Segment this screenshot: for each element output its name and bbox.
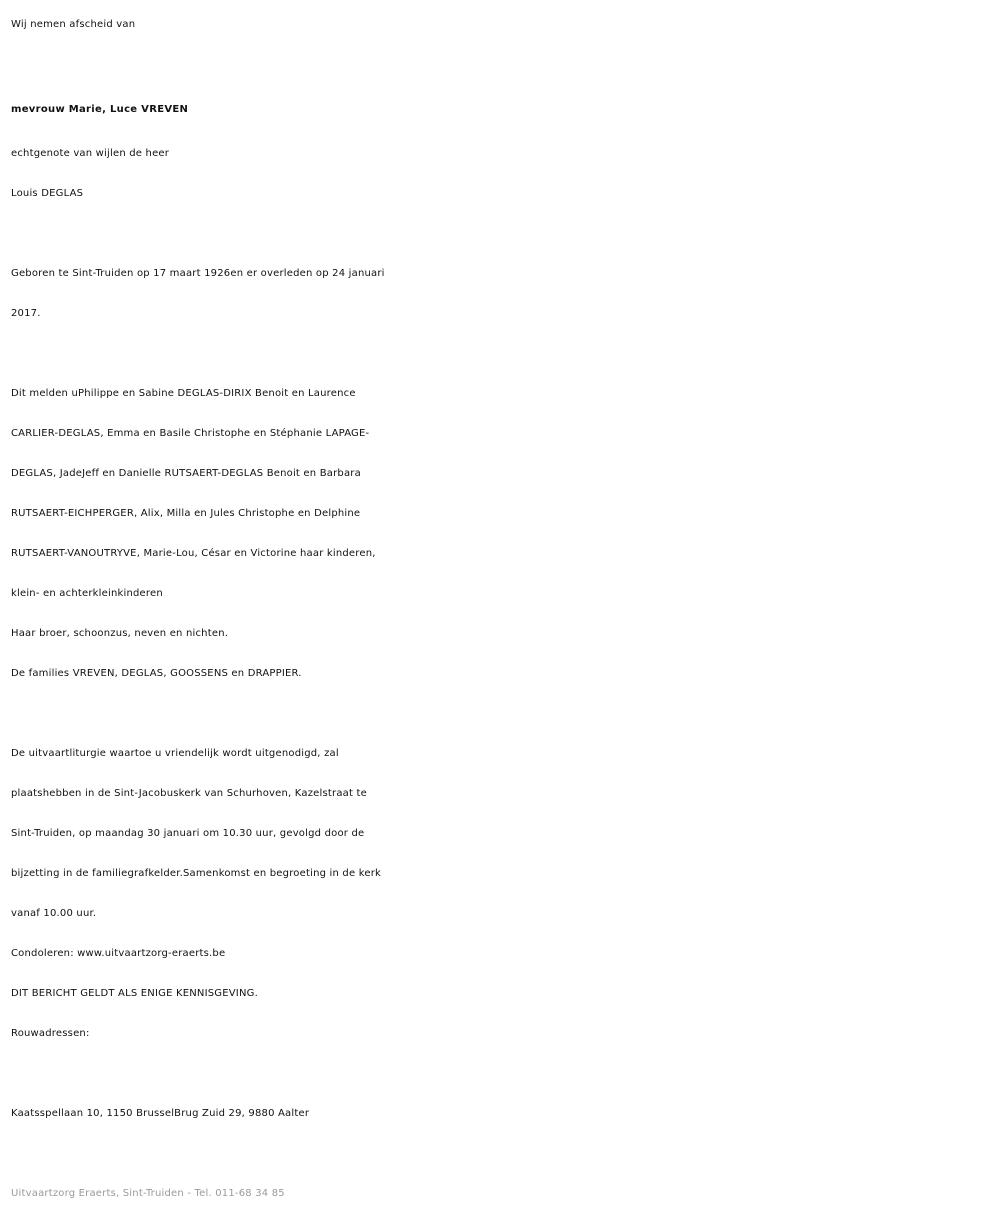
- family-line: klein- en achterkleinkinderen: [11, 588, 163, 599]
- funeral-line: De uitvaartliturgie waartoe u vriendelijk wordt uitgenodigd, zal: [11, 748, 339, 759]
- funeral-line: plaatshebben in de Sint-Jacobuskerk van Schurhoven, Kazelstraat te: [11, 788, 367, 799]
- family-line: De families VREVEN, DEGLAS, GOOSSENS en DRAPPIER.: [11, 668, 302, 679]
- funeral-line: bijzetting in de familiegrafkelder.Samenkomst en begroeting in de kerk: [11, 868, 382, 879]
- spacer: [11, 1054, 991, 1094]
- spacer: [11, 334, 991, 374]
- family-line: RUTSAERT-VANOUTRYVE, Marie-Lou, César en Victorine haar kinderen,: [11, 548, 376, 559]
- birth-death-line: Geboren te Sint-Truiden op 17 maart 1926en er overleden op 24 januari: [11, 268, 385, 279]
- death-notice: [11, 0, 991, 1214]
- addresses-heading: Rouwadressen:: [11, 1028, 90, 1039]
- family-line: Haar broer, schoonzus, neven en nichten.: [11, 628, 229, 639]
- birth-death-line: 2017.: [11, 308, 41, 319]
- funeral-line: vanaf 10.00 uur.: [11, 908, 97, 919]
- family-line: DEGLAS, JadeJeff en Danielle RUTSAERT-DEGLAS Benoit en Barbara: [11, 468, 361, 479]
- spacer: [11, 694, 991, 734]
- family-line: Dit melden uPhilippe en Sabine DEGLAS-DIRIX Benoit en Laurence: [11, 388, 356, 399]
- spouse-name: Louis DEGLAS: [11, 188, 84, 199]
- spouse-line: echtgenote van wijlen de heer: [11, 148, 170, 159]
- family-line: RUTSAERT-EICHPERGER, Alix, Milla en Jules Christophe en Delphine: [11, 508, 361, 519]
- spacer: [11, 214, 991, 254]
- mourning-addresses: Kaatsspellaan 10, 1150 BrusselBrug Zuid 29, 9880 Aalter: [11, 1108, 310, 1119]
- family-line: CARLIER-DEGLAS, Emma en Basile Christophe en Stéphanie LAPAGE-: [11, 428, 370, 439]
- funeral-home-footer: Uitvaartzorg Eraerts, Sint-Truiden - Tel. 011-68 34 85: [11, 1188, 285, 1199]
- condolence-link: Condoleren: www.uitvaartzorg-eraerts.be: [11, 948, 226, 959]
- funeral-line: Sint-Truiden, op maandag 30 januari om 10.30 uur, gevolgd door de: [11, 828, 365, 839]
- notice-disclaimer: DIT BERICHT GELDT ALS ENIGE KENNISGEVING.: [11, 988, 258, 999]
- deceased-name: mevrouw Marie, Luce VREVEN: [11, 104, 189, 115]
- intro-text: Wij nemen afscheid van: [11, 19, 136, 30]
